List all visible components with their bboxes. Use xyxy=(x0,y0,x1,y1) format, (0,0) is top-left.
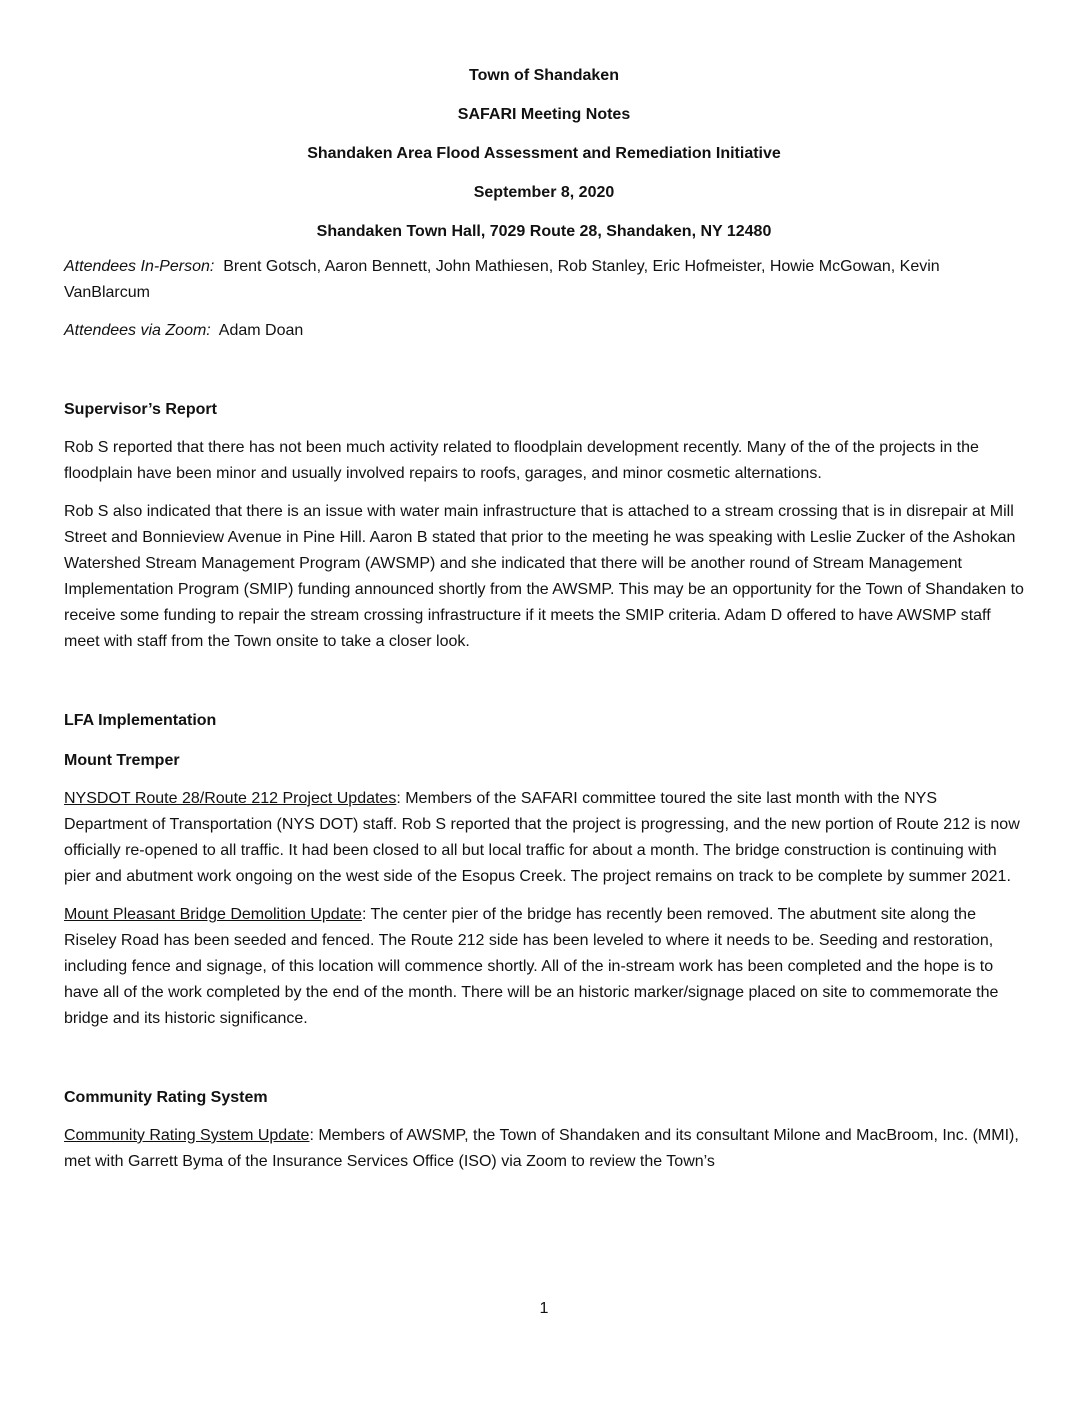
lfa-item-nysdot-title: NYSDOT Route 28/Route 212 Project Updates xyxy=(64,790,397,807)
lfa-item-bridge-text: : The center pier of the bridge has recently been removed. The abutment site along the Riseley Road has been seeded and fenced. The Route 212 side has been leveled to where it needs to be. Seeding and restoration, including fence and signage, of this location will commence shortly. All of the in-stream work has been completed and the hope is to have all of the work completed by the end of the month. There will be an historic marker/signage placed on site to commemorate the bridge and its historic significance. xyxy=(64,906,999,1027)
doc-location: Shandaken Town Hall, 7029 Route 28, Shandaken, NY 12480 xyxy=(316,223,772,240)
attendees-zoom-label: Attendees via Zoom: xyxy=(64,322,211,339)
section-heading-crs: Community Rating System xyxy=(64,1089,268,1106)
lfa-item-bridge-title: Mount Pleasant Bridge Demolition Update xyxy=(64,906,362,923)
attendees-zoom xyxy=(64,318,1024,344)
doc-title-initiative: Shandaken Area Flood Assessment and Remediation Initiative xyxy=(307,145,781,162)
page-number: 1 xyxy=(539,1300,549,1317)
supervisor-paragraph-2: Rob S also indicated that there is an issue with water main infrastructure that is attached to a stream crossing that is in disrepair at Mill Street and Bonnieview Avenue in Pine Hill. Aaron B stated that prior to the meeting he was speaking with Leslie Zucker of the Ashokan Watershed Stream Management Program (AWSMP) and she indicated that there will be another round of Stream Management Implementation Program (SMIP) funding announced shortly from the AWSMP. This may be an opportunity for the Town of Shandaken to receive some funding to repair the stream crossing infrastructure if it meets the SMIP criteria. Adam D offered to have AWSMP staff meet with staff from the Town onsite to take a closer look. xyxy=(64,503,1024,650)
attendees-zoom-names: Adam Doan xyxy=(218,322,304,339)
attendees-in-person-names: Brent Gotsch, Aaron Bennett, John Mathiesen, Rob Stanley, Eric Hofmeister, Howie McGowan, Kevin VanBlarcum xyxy=(64,258,940,301)
supervisor-paragraph-1: Rob S reported that there has not been much activity related to floodplain development recently. Many of the of the projects in the floodplain have been minor and usually involved repairs to roofs, garages, and minor cosmetic alternations. xyxy=(64,439,979,482)
doc-title-meeting: SAFARI Meeting Notes xyxy=(457,106,631,123)
section-heading-lfa: LFA Implementation xyxy=(64,712,217,729)
lfa-item-bridge-demolition xyxy=(64,902,1024,1032)
doc-date: September 8, 2020 xyxy=(473,184,615,201)
lfa-item-nysdot xyxy=(64,786,1024,890)
doc-title-town: Town of Shandaken xyxy=(469,67,619,84)
attendees-in-person xyxy=(64,254,1024,306)
crs-item-update-text: : Members of AWSMP, the Town of Shandaken and its consultant Milone and MacBroom, Inc. (MMI), met with Garrett Byma of the Insurance Services Office (ISO) via Zoom to review the Town’s xyxy=(64,1127,1019,1170)
section-heading-supervisor: Supervisor’s Report xyxy=(64,401,217,418)
crs-item-update-title: Community Rating System Update xyxy=(64,1127,310,1144)
lfa-item-nysdot-text: : Members of the SAFARI committee toured the site last month with the NYS Department of Transportation (NYS DOT) staff. Rob S reported that the project is progressing, and the new portion of Route 212 is now officially re-opened to all traffic. It had been closed to all but local traffic for about a month. The bridge construction is continuing with pier and abutment work ongoing on the west side of the Esopus Creek. The project remains on track to be complete by summer 2021. xyxy=(64,790,1020,885)
attendees-in-person-label: Attendees In-Person: xyxy=(64,258,215,275)
crs-item-update xyxy=(64,1123,1024,1175)
subsection-heading-mount-tremper: Mount Tremper xyxy=(64,752,180,769)
